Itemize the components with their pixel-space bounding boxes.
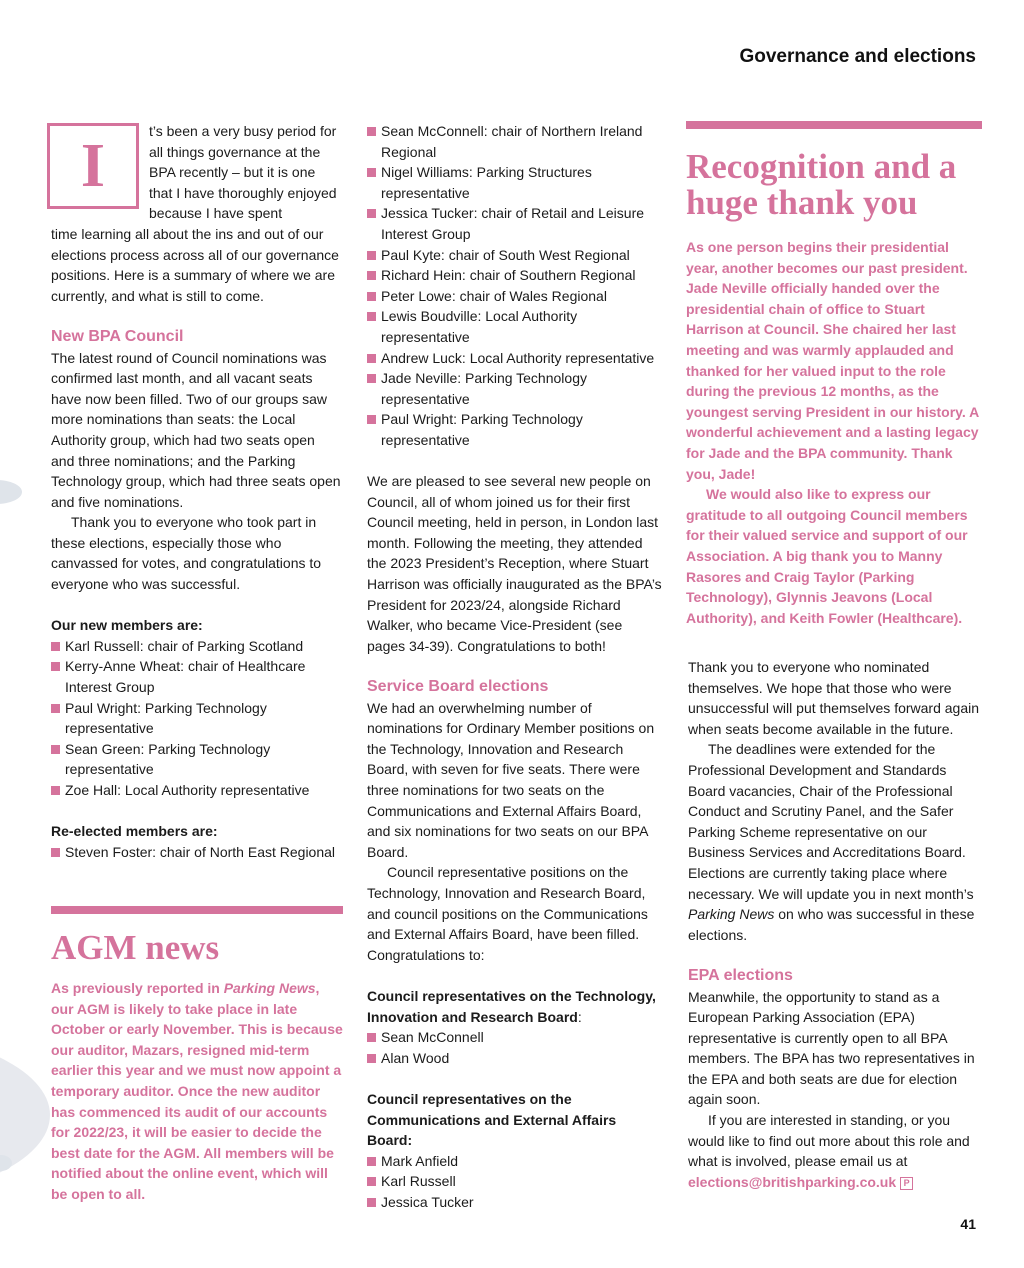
list-item: Paul Wright: Parking Technology representative xyxy=(51,698,341,739)
list-item: Steven Foster: chair of North East Regional xyxy=(51,842,341,863)
list-item: Sean McConnell: chair of Northern Ireland Regional xyxy=(367,121,662,162)
drop-cap: I xyxy=(47,123,139,209)
recognition-section xyxy=(686,121,982,628)
list-item: Paul Kyte: chair of South West Regional xyxy=(367,245,662,266)
tir-board-list xyxy=(367,1027,662,1068)
list-item: Peter Lowe: chair of Wales Regional xyxy=(367,286,662,307)
list-item: Andrew Luck: Local Authority representative xyxy=(367,348,662,369)
new-members-label: Our new members are: xyxy=(51,617,203,634)
council-members-list xyxy=(367,121,662,451)
reelected-list xyxy=(51,842,341,863)
service-board-paragraph: We had an overwhelming number of nominations for Ordinary Member positions on the Technology, Innovation and Research Board, with seven for five seats. There were three nominations for two seats on the Communications and External Affairs Board, and six nominations for two seats on our BPA Board. xyxy=(367,699,655,860)
reelected-label: Re-elected members are: xyxy=(51,823,218,840)
gratitude-paragraph: We would also like to express our gratitude to all outgoing Council members for their valued service and support of our Association. A big thank you to Manny Rasores and Craig Taylor (Parking Technology), Glynnis Jeavons (Local Authority), and Keith Fowler (Healthcare). xyxy=(686,486,968,626)
background-shape xyxy=(0,1030,50,1200)
list-item: Karl Russell: chair of Parking Scotland xyxy=(51,636,341,657)
background-shape xyxy=(0,480,22,504)
agm-paragraph: As previously reported in Parking News, our AGM is likely to take place in late October or early November. This is because our auditor, Mazars, resigned mid-term earlier this year and we must now appoint a temporary auditor. Once the new auditor has commenced its audit of our accounts for 2022/23, it will be easier to decide the best date for the AGM. All members will be notified about the online event, which will be open to all. xyxy=(51,980,343,1202)
new-members-list xyxy=(51,636,341,801)
column-governance-intro xyxy=(51,121,341,862)
list-item: Richard Hein: chair of Southern Regional xyxy=(367,265,662,286)
intro-block xyxy=(51,121,341,224)
list-item: Sean Green: Parking Technology representative xyxy=(51,739,341,780)
column-elections-update xyxy=(688,657,984,1192)
service-board-heading: Service Board elections xyxy=(367,678,549,696)
council-paragraph: The latest round of Council nominations was confirmed last month, and all vacant seats have now been filled. Two of our groups saw more nominations than seats: the Local Authority group, which had two seats open and three nominations; and the Parking Technology group, which had three seats open and five nominations. xyxy=(51,349,341,510)
list-item: Nigel Williams: Parking Structures representative xyxy=(367,162,662,203)
epa-contact-paragraph: If you are interested in standing, or you would like to find out more about this role and what is involved, please email us at xyxy=(688,1112,970,1170)
list-item: Karl Russell xyxy=(367,1171,662,1192)
recognition-paragraph: As one person begins their presidential year, another becomes our past president. Jade Neville officially handed over the presidential chain of office to Stuart Harrison at Council. She chaired her last meeting and was warmly applauded and thanked for her valued input to the role during the previous 12 months, as the youngest serving President in our history. A wonderful achievement and a lasting legacy for Jade and the BPA community. Thank you, Jade! xyxy=(686,239,979,482)
list-item: Jessica Tucker: chair of Retail and Leisure Interest Group xyxy=(367,203,662,244)
page-number: 41 xyxy=(960,1216,976,1232)
email-link[interactable]: elections@britishparking.co.uk xyxy=(688,1173,897,1190)
list-item: Lewis Boudville: Local Authority representative xyxy=(367,306,662,347)
new-council-heading: New BPA Council xyxy=(51,327,184,345)
epa-paragraph: Meanwhile, the opportunity to stand as a European Parking Association (EPA) representative is currently open to all BPA members. The BPA has two representatives in the EPA and both seats are due for election again soon. xyxy=(688,988,975,1108)
new-council-paragraph: We are pleased to see several new people on Council, all of whom joined us for their first Council meeting, held in person, in London last month. Following the meeting, they attended the 2023 President’s Reception, where Stuart Harrison was officially inaugurated as the BPA’s President for 2023/24, alongside Richard Walker, who became Vice-President (see pages 34-39). Congratulations to both! xyxy=(367,473,662,654)
service-board-paragraph-2: Council representative positions on the Technology, Innovation and Research Board, and council positions on the Communications and External Affairs Board, have been filled. Congratulations to: xyxy=(367,864,648,963)
parking-end-mark-icon: P xyxy=(900,1177,913,1190)
list-item: Jade Neville: Parking Technology representative xyxy=(367,368,662,409)
cea-board-list xyxy=(367,1151,662,1213)
deadlines-paragraph: The deadlines were extended for the Professional Development and Standards Board vacancies, Chair of the Professional Conduct and Scrutiny Panel, and the Safer Parking Scheme representative on our Business Services and Accreditations Board. Elections are currently taking place where necessary. We will update you in next month’s Parking News on who was successful in these elections. xyxy=(688,741,975,943)
list-item: Alan Wood xyxy=(367,1048,662,1069)
cea-board-label: Council representatives on the Communications and External Affairs Board: xyxy=(367,1090,617,1149)
epa-elections-heading: EPA elections xyxy=(688,966,793,984)
intro-paragraph-top: t’s been a very busy period for all things governance at the BPA recently – but it is one that I have thoroughly enjoyed because I have spent xyxy=(149,123,337,222)
section-rule xyxy=(686,121,982,129)
list-item: Mark Anfield xyxy=(367,1151,662,1172)
agm-news-section xyxy=(51,906,343,1205)
column-council-list xyxy=(367,121,662,1212)
email-line xyxy=(688,1172,984,1193)
list-item: Zoe Hall: Local Authority representative xyxy=(51,780,341,801)
list-item: Kerry-Anne Wheat: chair of Healthcare Interest Group xyxy=(51,656,341,697)
thanks-paragraph: Thank you to everyone who nominated themselves. We hope that those who were unsuccessful will put themselves forward again when seats become available in the future. xyxy=(688,659,980,737)
section-title: Governance and elections xyxy=(739,46,976,67)
list-item: Sean McConnell xyxy=(367,1027,662,1048)
list-item: Jessica Tucker xyxy=(367,1192,662,1213)
intro-paragraph-bottom: time learning all about the ins and out of our elections process across all of our governance positions. Here is a summary of where we are currently, and what is still to come. xyxy=(51,225,339,304)
recognition-heading: Recognition and a huge thank you xyxy=(686,147,957,222)
section-rule xyxy=(51,906,343,914)
council-thanks-paragraph: Thank you to everyone who took part in these elections, especially those who canvassed for votes, and congratulations to everyone who was successful. xyxy=(51,514,322,593)
agm-heading: AGM news xyxy=(51,928,220,967)
tir-board-label: Council representatives on the Technology, Innovation and Research Board: xyxy=(367,987,656,1025)
list-item: Paul Wright: Parking Technology representative xyxy=(367,409,662,450)
